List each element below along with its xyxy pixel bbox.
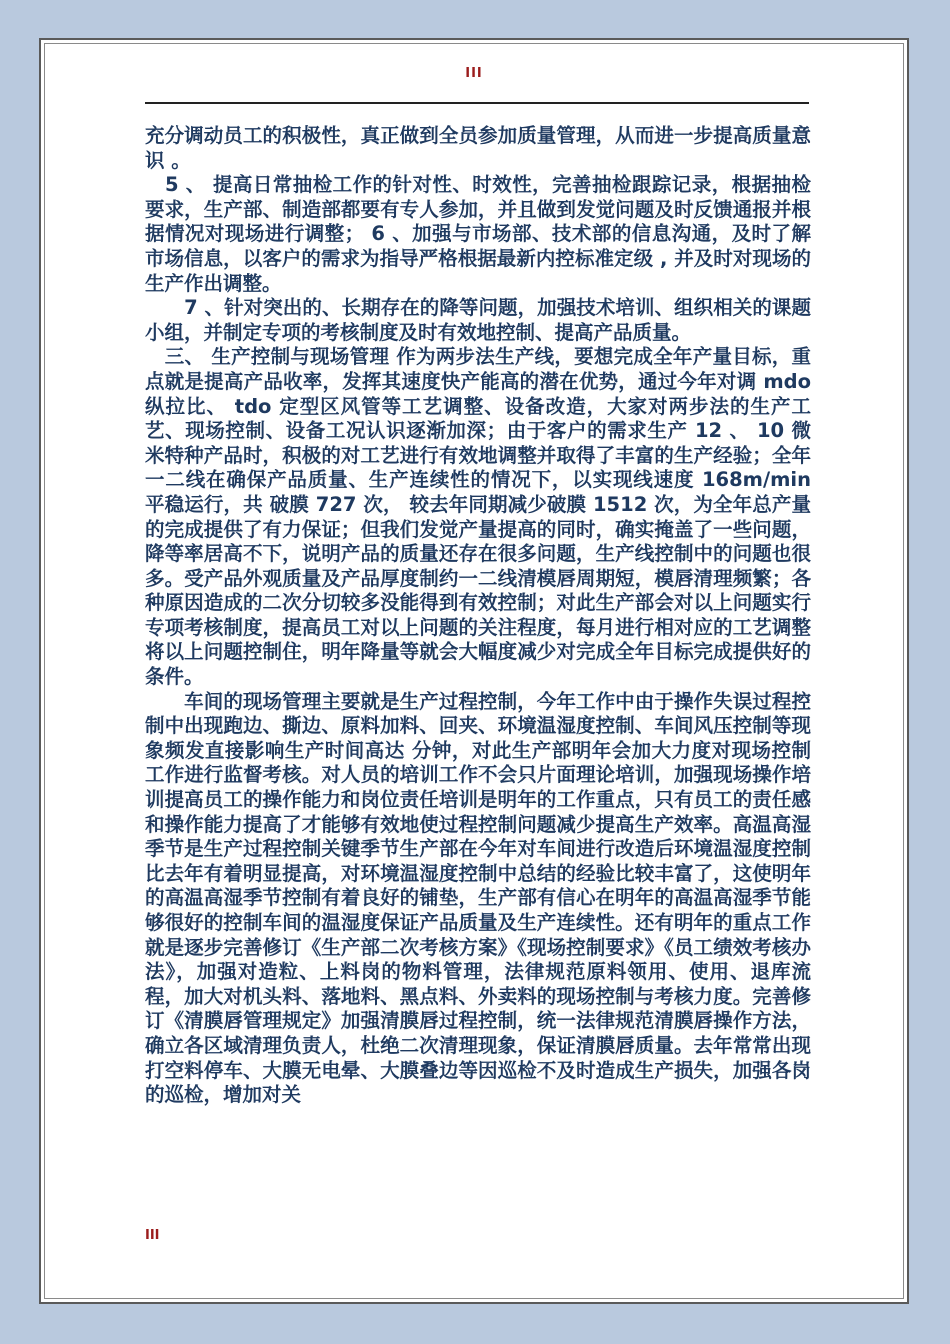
document-body	[145, 124, 811, 1108]
paragraph-1: 充分调动员工的积极性，真正做到全员参加质量管理，从而进一步提高质量意识 。	[145, 124, 811, 172]
paragraph-5: 车间的现场管理主要就是生产过程控制，今年工作中由于操作失误过程控制中出现跑边、撕边、原料加料、回夹、环境温湿度控制、车间风压控制等现象频发直接影响生产时间高达 分钟，对此生产部明年会加大力度对现场控制工作进行监督考核。对人员的培训工作不会只片面理论培训，加强现场操作培训提高员工的操作能力和岗位责任培训是明年的工作重点，只有员工的责任感和操作能力提高了才能够有效地使过程控制问题减少提高生产效率。高温高湿季节是生产过程控制关键季节生产部在今年对车间进行改造后环境温湿度控制比去年有着明显提高，对环境温湿度控制中总结的经验比较丰富了，这使明年的高温高湿季节控制有着良好的铺垫，生产部有信心在明年的高温高湿季节能够很好的控制车间的温湿度保证产品质量及生产连续性。还有明年的重点工作就是逐步完善修订《生产部二次考核方案》《现场控制要求》《员工绩效考核办法》，加强对造粒、上料岗的物料管理，法律规范原料领用、使用、退库流程，加大对机头料、落地料、黑点料、外卖料的现场控制与考核力度。完善修订《清膜唇管理规定》加强清膜唇过程控制，统一法律规范清膜唇操作方法，确立各区域清理负责人，杜绝二次清理现象，保证清膜唇质量。去年常常出现打空料停车、大膜无电晕、大膜叠边等因巡检不及时造成生产损失，加强各岗的巡检，增加对关	[145, 689, 811, 1107]
footer-mark: III	[145, 1228, 160, 1243]
paragraph-2: 5 、 提高日常抽检工作的针对性、时效性，完善抽检跟踪记录，根据抽检要求，生产部、制造部都要有专人参加，并且做到发觉问题及时反馈通报并根据情况对现场进行调整； 6 、加强与市场部、技术部的信息沟通，及时了解市场信息，以客户的需求为指导严格根据最新内控标准定级 , 并及时对现场的生产作出调整。	[145, 173, 811, 295]
paragraph-3: 7 、针对突出的、长期存在的降等问题，加强技术培训、组织相关的课题小组，并制定专项的考核制度及时有效地控制、提高产品质量。	[145, 296, 811, 344]
document-page	[39, 38, 909, 1304]
header-mark: III	[465, 66, 483, 81]
header-rule	[145, 102, 809, 104]
paragraph-4: 三、 生产控制与现场管理 作为两步法生产线，要想完成全年产量目标，重点就是提高产品收率，发挥其速度快产能高的潜在优势，通过今年对调 mdo 纵拉比、 tdo 定型区风管等工艺调整、设备改造，大家对两步法的生产工艺、现场控制、设备工况认识逐渐加深；由于客户的需求生产 12 、 10 微米特种产品时，积极的对工艺进行有效地调整并取得了丰富的生产经验；全年一二线在确保产品质量、生产连续性的情况下，以实现线速度 168m/min 平稳运行，共 破膜 727 次， 较去年同期减少破膜 1512 次，为全年总产量的完成提供了有力保证；但我们发觉产量提高的同时，确实掩盖了一些问题，降等率居高不下，说明产品的质量还存在很多问题，生产线控制中的问题也很多。受产品外观质量及产品厚度制约一二线清模唇周期短，模唇清理频繁；各种原因造成的二次分切较多没能得到有效控制；对此生产部会对以上问题实行专项考核制度，提高员工对以上问题的关注程度，每月进行相对应的工艺调整将以上问题控制住，明年降量等就会大幅度减少对完成全年目标完成提供好的条件。	[145, 345, 811, 689]
